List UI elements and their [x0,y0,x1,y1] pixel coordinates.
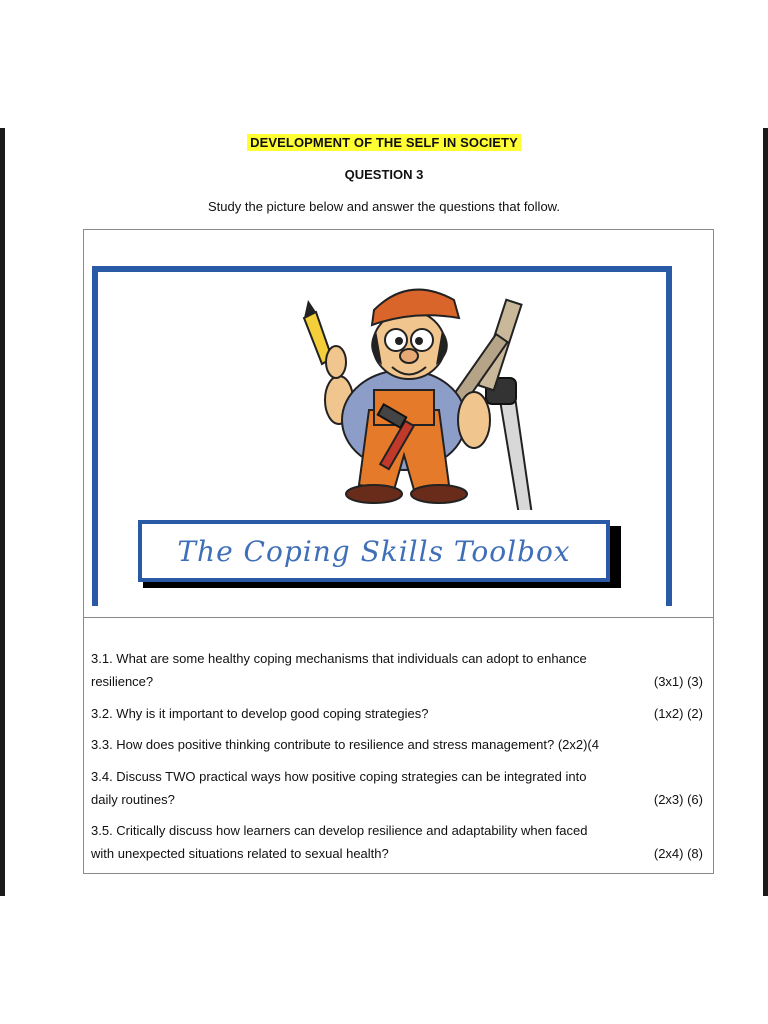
marks: (2x4) (8) [653,846,703,861]
question-3-5: 3.5. Critically discuss how learners can develop resilience and adaptability when faced with unexpected situations related to sexual health? (2x4) (8) [91,819,703,865]
marks: (2x3) (6) [653,792,703,807]
banner-title: The Coping Skills Toolbox [177,534,571,568]
subject-heading [0,134,768,152]
question-3-3: 3.3. How does positive thinking contribute to resilience and stress management? (2x2)(4 [91,737,599,752]
page-edge-right [763,128,768,896]
carpenter-illustration [264,270,544,510]
instruction-text: Study the picture below and answer the questions that follow. [208,199,560,214]
marks: (3x1) (3) [653,674,703,689]
question-title: QUESTION 3 [344,167,424,182]
question-3-1: 3.1. What are some healthy coping mechanisms that individuals can adopt to enhance resilience? (3x1) (3) [91,647,703,693]
question-3-2: 3.2. Why is it important to develop good coping strategies? (1x2) (2) [91,702,703,725]
question-3-4: 3.4. Discuss TWO practical ways how positive coping strategies can be integrated into daily routines? (2x3) (6) [91,765,703,811]
picture-area [84,230,713,618]
banner [138,520,610,582]
marks: (1x2) (2) [653,706,703,721]
subject-title: DEVELOPMENT OF THE SELF IN SOCIETY [247,134,521,151]
question-box [83,229,714,874]
page-edge-left [0,128,5,896]
